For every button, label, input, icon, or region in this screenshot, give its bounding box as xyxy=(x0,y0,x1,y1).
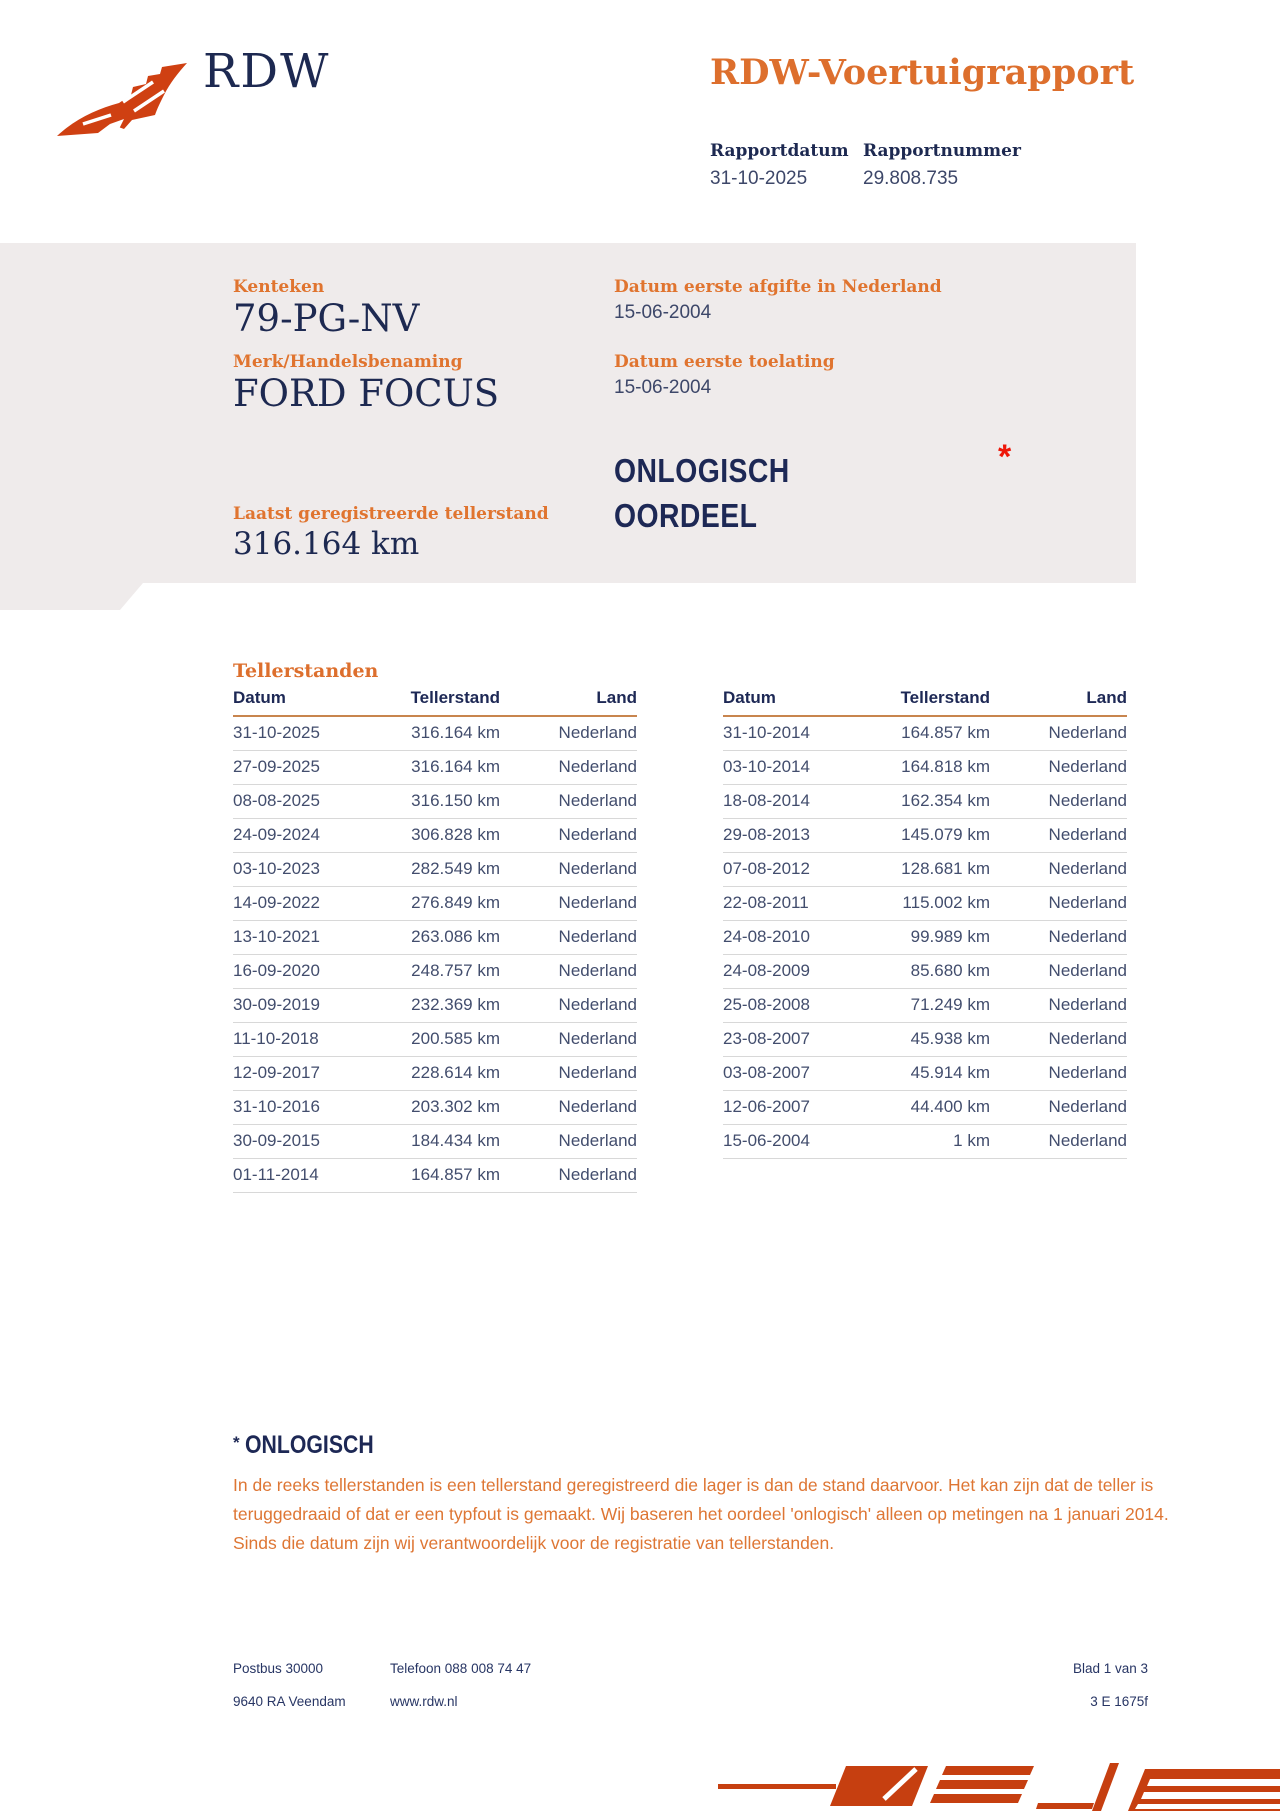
column-header-tellerstand: Tellerstand xyxy=(895,688,990,716)
table-cell: 08-08-2025 xyxy=(233,784,405,818)
table-cell: Nederland xyxy=(500,784,637,818)
footnote-text: In de reeks tellerstanden is een tellerstand geregistreerd die lager is dan de stand daarvoor. Het kan zijn dat de teller is teruggedraaid of dat er een typfout is gemaakt. Wij baseren het oordeel 'onlogisch' alleen op metingen na 1 januari 2014. Sinds die datum zijn wij verantwoordelijk voor de registratie van tellerstanden. xyxy=(233,1475,1169,1553)
table-cell: Nederland xyxy=(990,988,1127,1022)
table-cell: 1 km xyxy=(895,1124,990,1158)
table-cell: 145.079 km xyxy=(895,818,990,852)
table-cell: 03-10-2023 xyxy=(233,852,405,886)
footnote-asterisk: * xyxy=(233,1433,240,1452)
table-cell: Nederland xyxy=(500,716,637,750)
report-date-block xyxy=(710,141,849,190)
table-row xyxy=(233,1056,637,1090)
table-cell: Nederland xyxy=(500,818,637,852)
table-row xyxy=(233,1090,637,1124)
column-header-land: Land xyxy=(500,688,637,716)
table-row xyxy=(233,852,637,886)
footnote-title: ONLOGISCH xyxy=(244,1431,374,1459)
table-cell: 263.086 km xyxy=(405,920,500,954)
column-header-datum: Datum xyxy=(723,688,895,716)
table-cell: 25-08-2008 xyxy=(723,988,895,1022)
merk-value: FORD FOCUS xyxy=(233,372,500,415)
rdw-logo-text: RDW xyxy=(203,44,331,99)
table-cell: 16-09-2020 xyxy=(233,954,405,988)
table-cell: 03-10-2014 xyxy=(723,750,895,784)
merk-label: Merk/Handelsbenaming xyxy=(233,352,463,372)
footer-website: www.rdw.nl xyxy=(390,1694,458,1709)
table-cell: Nederland xyxy=(990,1022,1127,1056)
table-cell: 45.938 km xyxy=(895,1022,990,1056)
table-cell: 03-08-2007 xyxy=(723,1056,895,1090)
table-cell: 29-08-2013 xyxy=(723,818,895,852)
table-cell: 115.002 km xyxy=(895,886,990,920)
tellerstanden-section-title: Tellerstanden xyxy=(233,660,379,682)
table-cell: 12-09-2017 xyxy=(233,1056,405,1090)
table-cell: Nederland xyxy=(500,1022,637,1056)
rdw-speed-stripes-graphic-icon xyxy=(680,1759,1280,1811)
table-cell: 45.914 km xyxy=(895,1056,990,1090)
footer-phone: Telefoon 088 008 74 47 xyxy=(390,1661,532,1676)
report-number-block xyxy=(863,141,1021,190)
table-cell: 44.400 km xyxy=(895,1090,990,1124)
column-header-tellerstand: Tellerstand xyxy=(405,688,500,716)
table-cell: 282.549 km xyxy=(405,852,500,886)
table-row xyxy=(233,750,637,784)
table-cell: 128.681 km xyxy=(895,852,990,886)
table-cell: 316.164 km xyxy=(405,716,500,750)
report-number-value: 29.808.735 xyxy=(863,168,959,189)
table-header-row xyxy=(233,688,637,716)
table-cell: 232.369 km xyxy=(405,988,500,1022)
datum-toelating-label: Datum eerste toelating xyxy=(614,352,835,372)
table-cell: Nederland xyxy=(990,784,1127,818)
table-cell: 164.857 km xyxy=(405,1158,500,1192)
table-cell: Nederland xyxy=(990,1090,1127,1124)
table-row xyxy=(233,784,637,818)
report-date-value: 31-10-2025 xyxy=(710,168,808,189)
footer-page-block xyxy=(1073,1661,1148,1709)
table-cell: 15-06-2004 xyxy=(723,1124,895,1158)
table-row xyxy=(233,886,637,920)
table-cell: 30-09-2019 xyxy=(233,988,405,1022)
table-cell: 30-09-2015 xyxy=(233,1124,405,1158)
table-cell: 12-06-2007 xyxy=(723,1090,895,1124)
table-cell: 316.164 km xyxy=(405,750,500,784)
table-row xyxy=(723,818,1127,852)
oordeel-text xyxy=(614,448,790,538)
footer-city: 9640 RA Veendam xyxy=(233,1694,346,1709)
table-cell: 306.828 km xyxy=(405,818,500,852)
vehicle-summary-panel xyxy=(0,243,1136,610)
table-row xyxy=(723,1124,1127,1158)
datum-toelating-value: 15-06-2004 xyxy=(614,377,712,398)
table-cell: Nederland xyxy=(500,750,637,784)
table-cell: Nederland xyxy=(990,818,1127,852)
table-cell: 203.302 km xyxy=(405,1090,500,1124)
table-cell: 164.857 km xyxy=(895,716,990,750)
footer-page-indicator: Blad 1 van 3 xyxy=(1072,1661,1148,1676)
table-cell: Nederland xyxy=(990,750,1127,784)
table-cell: 85.680 km xyxy=(895,954,990,988)
table-row xyxy=(723,988,1127,1022)
table-cell: 200.585 km xyxy=(405,1022,500,1056)
table-cell: 11-10-2018 xyxy=(233,1022,405,1056)
table-cell: Nederland xyxy=(990,886,1127,920)
table-cell: Nederland xyxy=(500,1090,637,1124)
table-cell: 23-08-2007 xyxy=(723,1022,895,1056)
table-cell: 14-09-2022 xyxy=(233,886,405,920)
table-cell: 162.354 km xyxy=(895,784,990,818)
table-row xyxy=(723,852,1127,886)
table-row xyxy=(233,1022,637,1056)
laatste-tellerstand-label: Laatst geregistreerde tellerstand xyxy=(233,504,549,524)
footer-contact-block xyxy=(390,1661,531,1709)
table-cell: Nederland xyxy=(990,1124,1127,1158)
table-row xyxy=(723,954,1127,988)
footer-address-block xyxy=(233,1661,346,1709)
table-cell: 248.757 km xyxy=(405,954,500,988)
table-cell: Nederland xyxy=(990,1056,1127,1090)
table-row xyxy=(723,784,1127,818)
tellerstanden-table-left xyxy=(233,688,637,1193)
table-row xyxy=(233,716,637,750)
table-cell: 24-08-2009 xyxy=(723,954,895,988)
table-row xyxy=(233,920,637,954)
table-row xyxy=(723,920,1127,954)
table-cell: 31-10-2016 xyxy=(233,1090,405,1124)
oordeel-line2: OORDEEL xyxy=(614,497,758,534)
table-cell: 24-09-2024 xyxy=(233,818,405,852)
footer-postbus: Postbus 30000 xyxy=(233,1661,324,1676)
table-cell: 71.249 km xyxy=(895,988,990,1022)
table-cell: 22-08-2011 xyxy=(723,886,895,920)
table-cell: 07-08-2012 xyxy=(723,852,895,886)
table-cell: 13-10-2021 xyxy=(233,920,405,954)
table-cell: Nederland xyxy=(500,1124,637,1158)
table-cell: Nederland xyxy=(990,852,1127,886)
table-cell: 31-10-2025 xyxy=(233,716,405,750)
table-cell: 27-09-2025 xyxy=(233,750,405,784)
table-row xyxy=(233,1158,637,1192)
table-cell: 18-08-2014 xyxy=(723,784,895,818)
oordeel-asterisk: * xyxy=(998,438,1012,476)
table-cell: Nederland xyxy=(500,1158,637,1192)
table-cell: Nederland xyxy=(990,954,1127,988)
table-cell: 228.614 km xyxy=(405,1056,500,1090)
table-row xyxy=(233,988,637,1022)
table-row xyxy=(723,1056,1127,1090)
tellerstanden-table-right xyxy=(723,688,1127,1159)
table-cell: Nederland xyxy=(500,988,637,1022)
laatste-tellerstand-value: 316.164 km xyxy=(233,526,420,562)
kenteken-value: 79-PG-NV xyxy=(233,297,420,340)
table-cell: 184.434 km xyxy=(405,1124,500,1158)
table-cell: Nederland xyxy=(500,954,637,988)
table-cell: 24-08-2010 xyxy=(723,920,895,954)
table-row xyxy=(723,716,1127,750)
page-title: RDW-Voertuigrapport xyxy=(710,52,1135,93)
table-row xyxy=(233,1124,637,1158)
oordeel-line1: ONLOGISCH xyxy=(614,452,790,489)
footer-form-code: 3 E 1675f xyxy=(1090,1694,1148,1709)
table-cell: Nederland xyxy=(500,920,637,954)
table-row xyxy=(723,750,1127,784)
table-row xyxy=(723,886,1127,920)
column-header-land: Land xyxy=(990,688,1127,716)
report-number-label: Rapportnummer xyxy=(863,141,1021,161)
rdw-wing-logo-icon xyxy=(55,56,190,138)
column-header-datum: Datum xyxy=(233,688,405,716)
datum-afgifte-label: Datum eerste afgifte in Nederland xyxy=(614,277,942,297)
table-cell: Nederland xyxy=(500,852,637,886)
table-cell: 316.150 km xyxy=(405,784,500,818)
footnote-block xyxy=(233,1431,1173,1558)
footnote-title-row xyxy=(233,1431,1173,1460)
table-cell: 276.849 km xyxy=(405,886,500,920)
kenteken-label: Kenteken xyxy=(233,277,325,297)
table-cell: 99.989 km xyxy=(895,920,990,954)
table-row xyxy=(233,818,637,852)
report-date-label: Rapportdatum xyxy=(710,141,849,161)
table-cell: Nederland xyxy=(990,920,1127,954)
table-row xyxy=(233,954,637,988)
table-cell: Nederland xyxy=(500,1056,637,1090)
table-header-row xyxy=(723,688,1127,716)
table-cell: Nederland xyxy=(990,716,1127,750)
table-cell: Nederland xyxy=(500,886,637,920)
table-cell: 31-10-2014 xyxy=(723,716,895,750)
table-row xyxy=(723,1090,1127,1124)
table-cell: 01-11-2014 xyxy=(233,1158,405,1192)
table-cell: 164.818 km xyxy=(895,750,990,784)
table-row xyxy=(723,1022,1127,1056)
datum-afgifte-value: 15-06-2004 xyxy=(614,302,712,323)
